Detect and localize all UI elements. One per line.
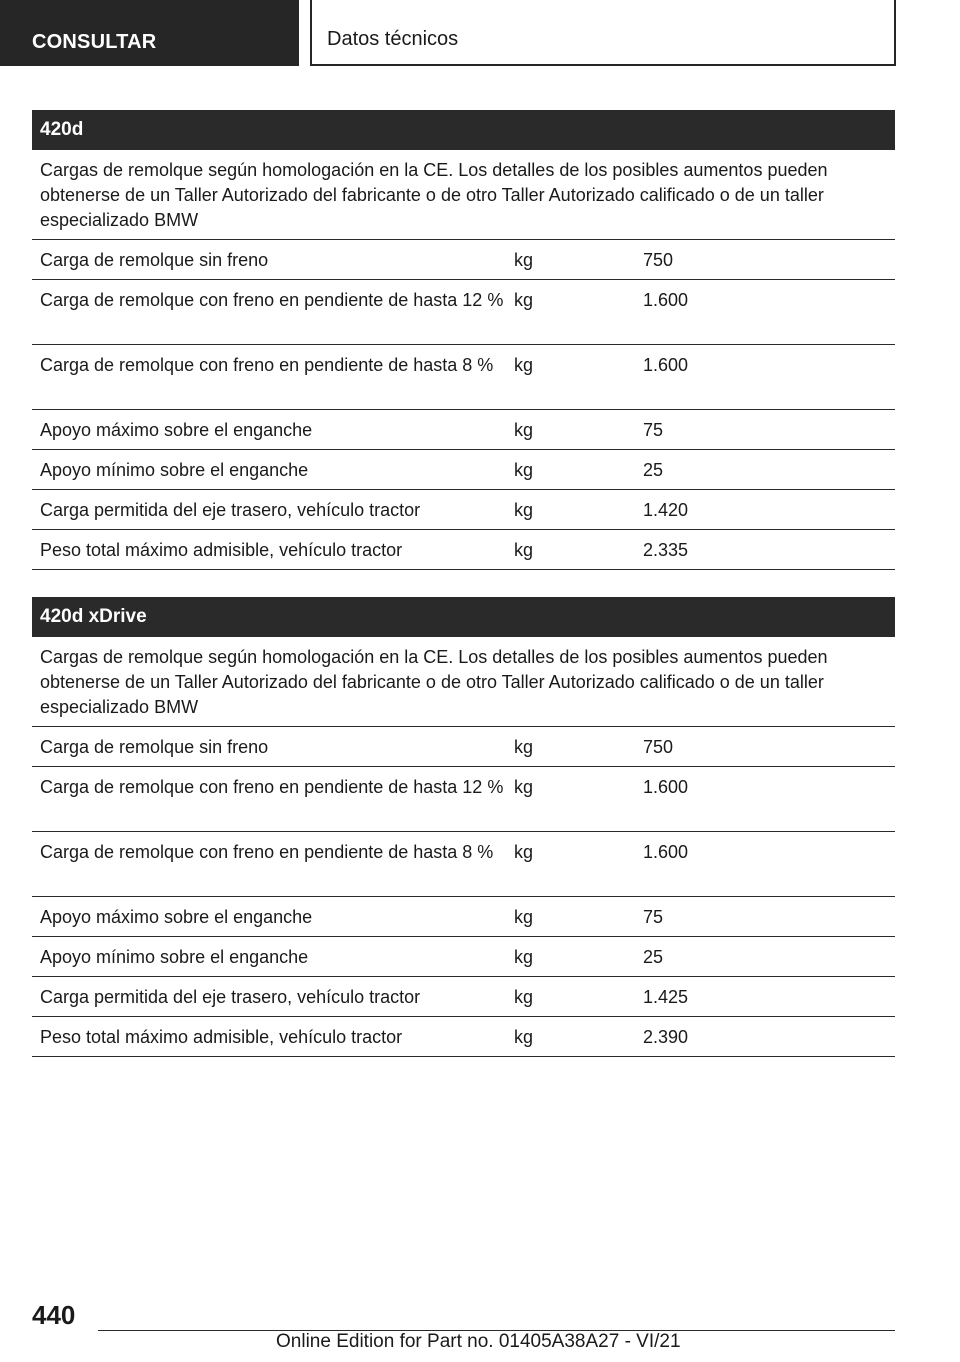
- row-value: 25: [643, 947, 664, 967]
- edition-note: Online Edition for Part no. 01405A38A27 - VI/21: [276, 1331, 681, 1352]
- row-unit: kg: [514, 777, 534, 797]
- table-row: [32, 832, 895, 897]
- row-value: 25: [643, 460, 664, 480]
- row-unit: kg: [514, 987, 534, 1007]
- table-row: [32, 280, 895, 345]
- section-description: Cargas de remolque según homologación en la CE. Los detalles de los posibles aumentos pueden obtenerse de un Taller Autorizado del fabricante o de otro Taller Autorizado calificado o de un taller especializado BMW: [32, 150, 895, 240]
- section-tab[interactable]: [0, 0, 299, 66]
- row-value: 1.600: [643, 842, 689, 862]
- table-row: [32, 977, 895, 1017]
- row-unit: kg: [514, 355, 534, 375]
- table-row: [32, 897, 895, 937]
- row-unit: kg: [514, 1027, 534, 1047]
- row-label: Carga de remolque con freno en pendiente de hasta 12 %: [40, 290, 504, 310]
- table-row: [32, 767, 895, 832]
- row-unit: kg: [514, 500, 534, 520]
- page-header: [0, 0, 960, 66]
- row-unit: kg: [514, 907, 534, 927]
- section-title: 420d: [32, 110, 895, 150]
- row-label: Apoyo máximo sobre el enganche: [40, 420, 313, 440]
- spec-table-420d-xdrive: [32, 597, 895, 1057]
- row-unit: kg: [514, 290, 534, 310]
- row-value: 750: [643, 250, 674, 270]
- table-row: [32, 530, 895, 570]
- spec-table-420d: [32, 110, 895, 570]
- page-number: 440: [32, 1300, 76, 1330]
- table-row: [32, 490, 895, 530]
- row-label: Apoyo máximo sobre el enganche: [40, 907, 313, 927]
- row-label: Carga de remolque sin freno: [40, 737, 269, 757]
- row-label: Peso total máximo admisible, vehículo tractor: [40, 540, 403, 560]
- page-title-tab: [310, 0, 896, 66]
- row-unit: kg: [514, 250, 534, 270]
- page-title: Datos técnicos: [327, 28, 459, 50]
- row-unit: kg: [514, 540, 534, 560]
- row-unit: kg: [514, 420, 534, 440]
- row-unit: kg: [514, 460, 534, 480]
- row-value: 2.335: [643, 540, 689, 560]
- table-row: [32, 727, 895, 767]
- table-row: [32, 937, 895, 977]
- row-label: Carga permitida del eje trasero, vehículo tractor: [40, 500, 421, 520]
- row-value: 750: [643, 737, 674, 757]
- table-row: [32, 410, 895, 450]
- row-value: 75: [643, 420, 664, 440]
- section-description: Cargas de remolque según homologación en la CE. Los detalles de los posibles aumentos pueden obtenerse de un Taller Autorizado del fabricante o de otro Taller Autorizado calificado o de un taller especializado BMW: [32, 637, 895, 727]
- row-value: 75: [643, 907, 664, 927]
- table-row: [32, 1017, 895, 1057]
- row-label: Carga de remolque con freno en pendiente de hasta 8 %: [40, 355, 494, 375]
- section-label: CONSULTAR: [32, 31, 157, 53]
- section-title: 420d xDrive: [32, 597, 895, 637]
- row-value: 1.425: [643, 987, 689, 1007]
- row-label: Carga permitida del eje trasero, vehículo tractor: [40, 987, 421, 1007]
- row-label: Apoyo mínimo sobre el enganche: [40, 947, 309, 967]
- row-label: Carga de remolque con freno en pendiente de hasta 8 %: [40, 842, 494, 862]
- row-value: 2.390: [643, 1027, 689, 1047]
- row-value: 1.600: [643, 777, 689, 797]
- row-value: 1.600: [643, 290, 689, 310]
- row-label: Apoyo mínimo sobre el enganche: [40, 460, 309, 480]
- row-label: Peso total máximo admisible, vehículo tractor: [40, 1027, 403, 1047]
- row-label: Carga de remolque con freno en pendiente de hasta 12 %: [40, 777, 504, 797]
- row-value: 1.600: [643, 355, 689, 375]
- row-value: 1.420: [643, 500, 689, 520]
- row-unit: kg: [514, 947, 534, 967]
- table-row: [32, 450, 895, 490]
- row-unit: kg: [514, 737, 534, 757]
- row-label: Carga de remolque sin freno: [40, 250, 269, 270]
- table-row: [32, 345, 895, 410]
- table-row: [32, 240, 895, 280]
- row-unit: kg: [514, 842, 534, 862]
